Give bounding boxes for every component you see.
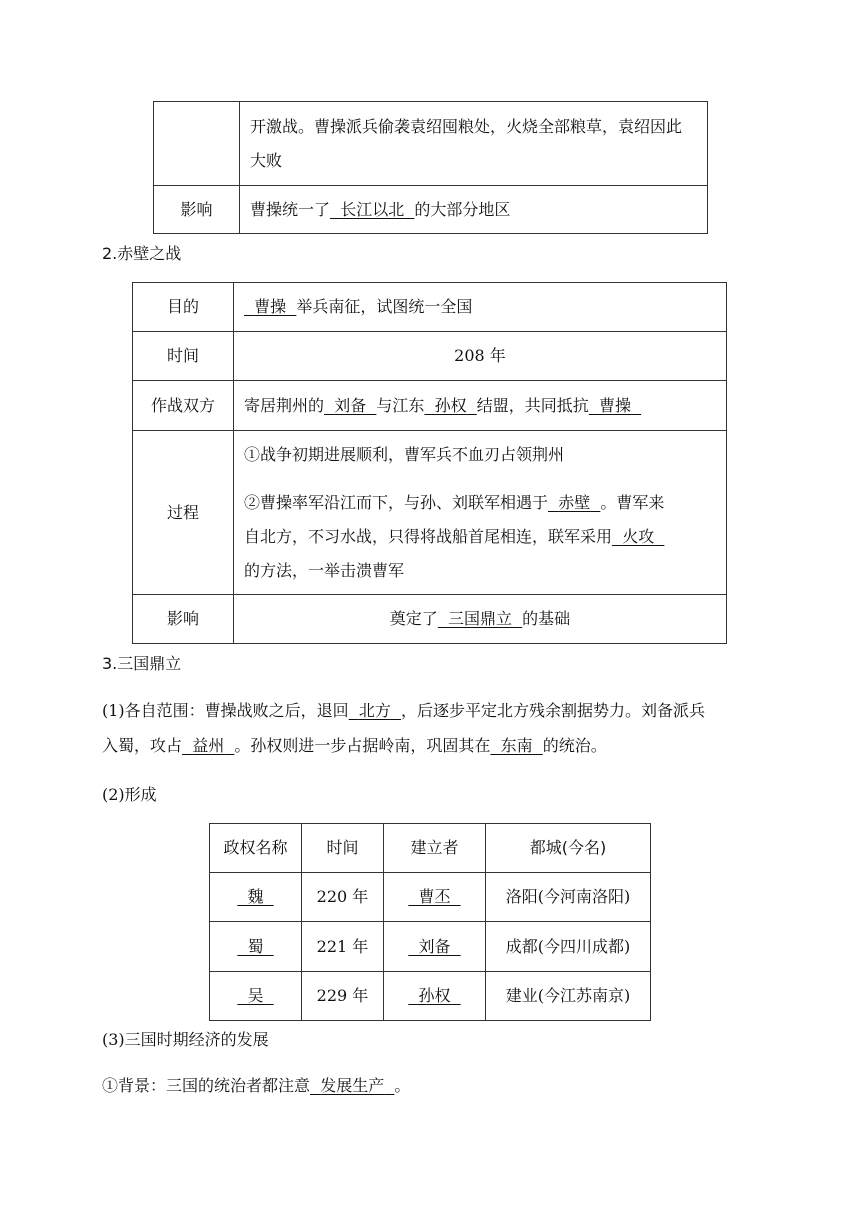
impact-blank: 长江以北 (340, 199, 405, 219)
regime-blank: 吴 (247, 986, 264, 1005)
section-2-title: 2.赤壁之战 (102, 244, 182, 263)
three-kingdoms-table (209, 823, 651, 1021)
range-line-2: 入蜀，攻占 益州 。孙权则进一步占据岭南，巩固其在 东南 的统治。 (102, 736, 607, 755)
regime-blank: 魏 (247, 887, 264, 906)
chibi-impact-label: 影响 (133, 595, 234, 644)
purpose-label: 目的 (133, 283, 234, 332)
process-blank-fire: 火攻 (622, 526, 655, 546)
purpose-blank: 曹操 (254, 297, 287, 316)
impact-blank-three-kingdoms: 三国鼎立 (447, 609, 512, 628)
range-line-1: (1)各自范围：曹操战败之后，退回 北方 ，后逐步平定北方残余割据势力。刘备派兵 (102, 701, 706, 720)
process-line-4: 的方法，一举击溃曹军 (244, 560, 405, 580)
capital-cell: 建业(今江苏南京) (486, 972, 651, 1021)
process-blank-chibi: 赤壁 (558, 492, 591, 512)
regime-cell (210, 972, 302, 1021)
header-regime: 政权名称 (210, 824, 302, 873)
founder-cell (384, 922, 486, 972)
section-3-title: 3.三国鼎立 (102, 654, 182, 673)
capital-cell: 洛阳(今河南洛阳) (486, 873, 651, 922)
founder-blank: 曹丕 (418, 887, 451, 906)
table-row (210, 972, 651, 1021)
blank-yizhou: 益州 (192, 736, 225, 755)
table-row (210, 922, 651, 972)
regime-cell (210, 873, 302, 922)
sides-cell: 寄居荆州的 刘备 与江东 孙权 结盟，共同抵抗 曹操 (234, 381, 727, 431)
impact-pre: 曹操统一了 (250, 199, 331, 219)
chibi-impact-cell: 奠定了 三国鼎立 的基础 (234, 595, 727, 644)
capital-cell: 成都(今四川成都) (486, 922, 651, 972)
sides-blank-2: 孙权 (434, 395, 467, 415)
time-value: 208 年 (234, 332, 727, 381)
process-cell (234, 431, 727, 595)
impact-post: 的大部分地区 (414, 199, 511, 219)
process-line-2: ②曹操率军沿江而下，与孙、刘联军相遇于 赤壁 。曹军来 (244, 492, 665, 512)
time-label: 时间 (133, 332, 234, 381)
sides-blank-1: 刘备 (334, 395, 367, 415)
time-cell: 221 年 (302, 922, 384, 972)
founder-blank: 刘备 (418, 936, 451, 956)
process-line-3: 自北方，不习水战，只得将战船首尾相连，联军采用 火攻 (244, 520, 716, 554)
blank-develop-production: 发展生产 (320, 1076, 385, 1095)
formation-subtitle: (2)形成 (102, 785, 157, 804)
process-text-cell: 开激战。曹操派兵偷袭袁绍囤粮处，火烧全部粮草，袁绍因此大败 (240, 102, 708, 186)
economy-background: ①背景：三国的统治者都注意 发展生产 。 (102, 1076, 411, 1095)
regime-cell (210, 922, 302, 972)
purpose-cell: 曹操 举兵南征，试图统一全国 (234, 283, 727, 332)
header-capital: 都城(今名) (486, 824, 651, 873)
header-time: 时间 (302, 824, 384, 873)
founder-cell (384, 972, 486, 1021)
time-cell: 229 年 (302, 972, 384, 1021)
empty-cell (154, 102, 240, 186)
process-label: 过程 (133, 431, 234, 595)
blank-southeast: 东南 (500, 736, 533, 755)
sides-label: 作战双方 (133, 381, 234, 431)
header-founder: 建立者 (384, 824, 486, 873)
regime-blank: 蜀 (247, 936, 264, 956)
founder-cell (384, 873, 486, 922)
impact-cell (240, 186, 708, 234)
sides-blank-3: 曹操 (598, 395, 631, 415)
chibi-table (132, 282, 727, 644)
blank-north: 北方 (358, 701, 391, 720)
process-line-1: ①战争初期进展顺利，曹军兵不血刃占领荆州 (244, 444, 565, 464)
table-row (210, 873, 651, 922)
guandu-table-continued (153, 101, 708, 234)
founder-blank: 孙权 (418, 986, 451, 1005)
time-cell: 220 年 (302, 873, 384, 922)
impact-label: 影响 (154, 186, 240, 234)
economy-subtitle: (3)三国时期经济的发展 (102, 1030, 269, 1049)
